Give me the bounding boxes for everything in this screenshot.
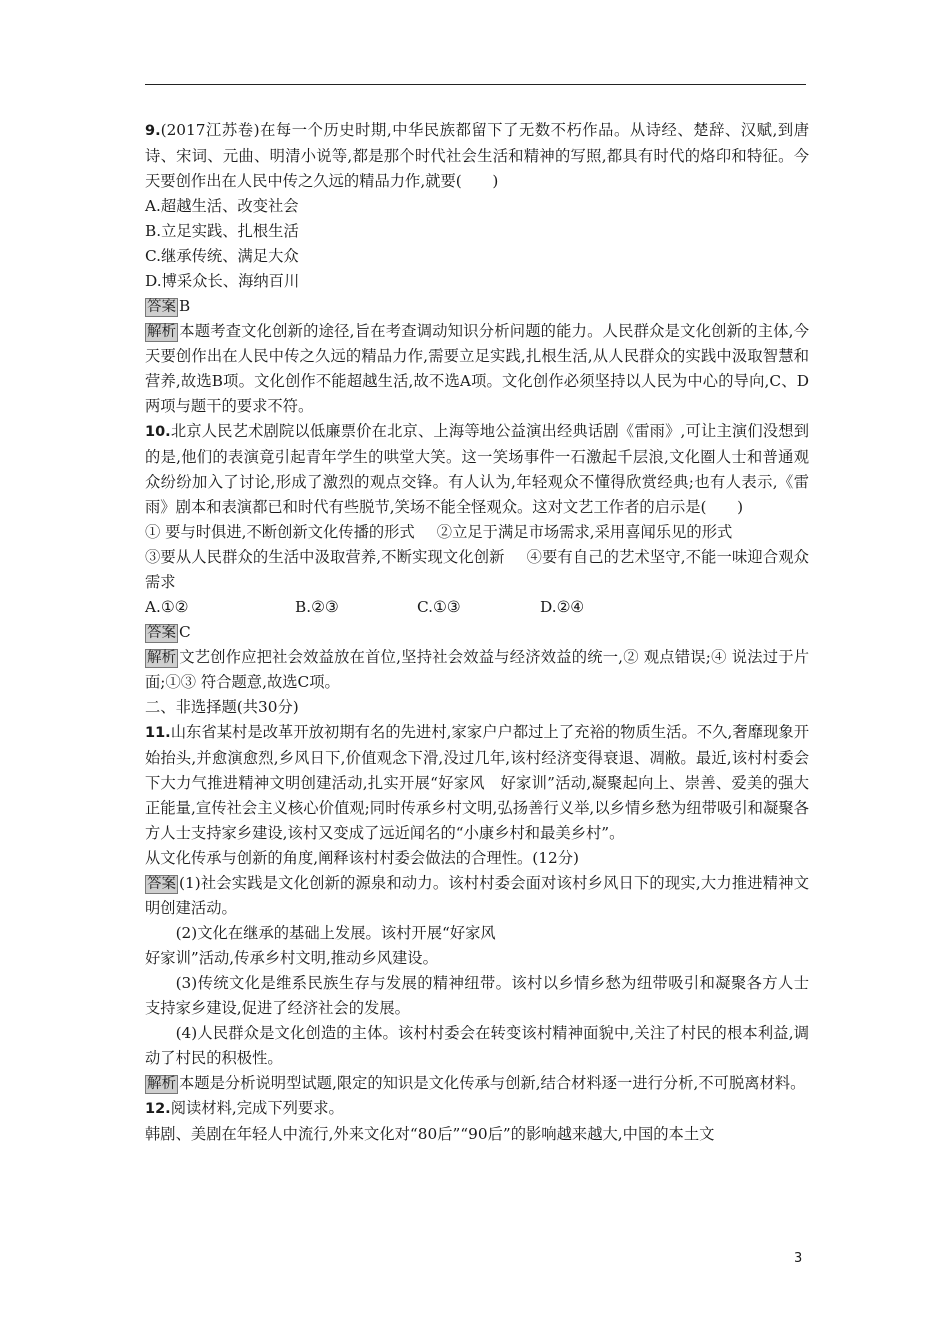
q10-statement-1: ① 要与时俱进,不断创新文化传播的形式 (145, 523, 415, 541)
q10-text: 北京人民艺术剧院以低廉票价在北京、上海等地公益演出经典话剧《雷雨》,可让主演们没想到的是,他们的表演竟引起青年学生的哄堂大笑。这一笑场事件一石激起千层浪,文化圈人士和普通观众纷纷加入了讨论,形成了激烈的观点交锋。有人认为,年轻观众不懂得欣赏经典;也有人表示,《雷雨》剧本和表演都已和时代有些脱节,笑场不能全怪观众。这对文艺工作者的启示是( ) (145, 422, 809, 516)
q10-analysis-text: 文艺创作应把社会效益放在首位,坚持社会效益与经济效益的统一,② 观点错误;④ 说法过于片面;①③ 符合题意,故选C项。 (145, 648, 809, 691)
q9-answer (145, 294, 809, 319)
q11-analysis-text: 本题是分析说明型试题,限定的知识是文化传承与创新,结合材料逐一进行分析,不可脱离材料。 (179, 1074, 806, 1092)
q9-analysis-text: 本题考查文化创新的途径,旨在考查调动知识分析问题的能力。人民群众是文化创新的主体,今天要创作出在人民中传之久远的精品力作,需要立足实践,扎根生活,从人民群众的实践中汲取智慧和营养,故选B项。文化创作不能超越生活,故不选A项。文化创作必须坚持以人民为中心的导向,C、D两项与题干的要求不符。 (145, 322, 809, 415)
q11-answer-1-text: (1)社会实践是文化创新的源泉和动力。该村村委会面对该村乡风日下的现实,大力推进精神文明创建活动。 (145, 874, 809, 917)
q10-answer (145, 620, 809, 645)
q11-answer-3: (3)传统文化是维系民族生存与发展的精神纽带。该村以乡情乡愁为纽带吸引和凝聚各方人士支持家乡建设,促进了经济社会的发展。 (145, 974, 809, 1017)
q9-option-b: B.立足实践、扎根生活 (145, 222, 299, 240)
q10-number: 10. (145, 424, 171, 440)
q10-option-d: D.②④ (540, 598, 585, 616)
q9-option-d: D.博采众长、海纳百川 (145, 272, 300, 290)
q12-number: 12. (145, 1101, 171, 1117)
q11-stem (145, 720, 809, 846)
q10-statement-4: ④要有自己的艺术坚守,不能一味迎合观众需求 (145, 548, 809, 591)
q9-number: 9. (145, 123, 161, 139)
header-rule (145, 84, 806, 85)
q12-material: 韩剧、美剧在年轻人中流行,外来文化对“80后”“90后”的影响越来越大,中国的本土文 (145, 1125, 715, 1143)
q11-number: 11. (145, 725, 171, 741)
q10-options (145, 595, 809, 620)
q9-analysis (145, 319, 809, 419)
q9-option-a: A.超越生活、改变社会 (145, 197, 299, 215)
q11-text: 山东省某村是改革开放初期有名的先进村,家家户户都过上了充裕的物质生活。不久,奢靡现象开始抬头,并愈演愈烈,乡风日下,价值观念下滑,没过几年,该村经济变得衰退、凋敝。最近,该村村委会下大力气推进精神文明创建活动,扎实开展“好家风 好家训”活动,凝聚起向上、崇善、爱美的强大正能量,宣传社会主义核心价值观;同时传承乡村文明,弘扬善行义举,以乡情乡愁为纽带吸引和凝聚各方人士支持家乡建设,该村又变成了远近闻名的“小康乡村和最美乡村”。 (145, 723, 809, 842)
q10-analysis (145, 645, 809, 695)
q9-answer-value: B (179, 297, 191, 315)
section-heading: 二、非选择题(共30分) (145, 698, 299, 716)
q10-statements (145, 520, 809, 595)
page-content (145, 118, 809, 1147)
answer-label: 答案 (147, 876, 176, 892)
q9-option-c: C.继承传统、满足大众 (145, 247, 299, 265)
q11-analysis (145, 1071, 809, 1096)
q10-stem (145, 419, 809, 520)
analysis-label: 解析 (147, 1076, 176, 1092)
q10-answer-value: C (179, 623, 191, 641)
q11-answer-2a: (2)文化在继承的基础上发展。该村开展“好家风 (175, 924, 496, 942)
q11-answer-2b: 好家训”活动,传承乡村文明,推动乡风建设。 (145, 949, 438, 967)
page-number: 3 (794, 1251, 803, 1266)
answer-label: 答案 (147, 625, 176, 641)
analysis-label: 解析 (147, 324, 176, 340)
q12-text: 阅读材料,完成下列要求。 (170, 1099, 344, 1117)
q12-stem (145, 1096, 809, 1122)
answer-label: 答案 (147, 299, 176, 315)
analysis-label: 解析 (147, 650, 176, 666)
q11-prompt: 从文化传承与创新的角度,阐释该村村委会做法的合理性。(12分) (145, 849, 579, 867)
q11-answer-4: (4)人民群众是文化创造的主体。该村村委会在转变该村精神面貌中,关注了村民的根本利益,调动了村民的积极性。 (145, 1024, 809, 1067)
q10-option-b: B.②③ (295, 598, 339, 616)
q10-statement-3: ③要从人民群众的生活中汲取营养,不断实现文化创新 (145, 548, 505, 566)
q9-text: (2017江苏卷)在每一个历史时期,中华民族都留下了无数不朽作品。从诗经、楚辞、汉赋,到唐诗、宋词、元曲、明清小说等,都是那个时代社会生活和精神的写照,都具有时代的烙印和特征。今天要创作出在人民中传之久远的精品力作,就要( ) (145, 121, 809, 190)
q10-statement-2: ②立足于满足市场需求,采用喜闻乐见的形式 (436, 523, 733, 541)
q11-answer-1 (145, 871, 809, 921)
q10-option-c: C.①③ (417, 598, 461, 616)
q9-stem (145, 118, 809, 194)
q10-option-a: A.①② (145, 598, 189, 616)
